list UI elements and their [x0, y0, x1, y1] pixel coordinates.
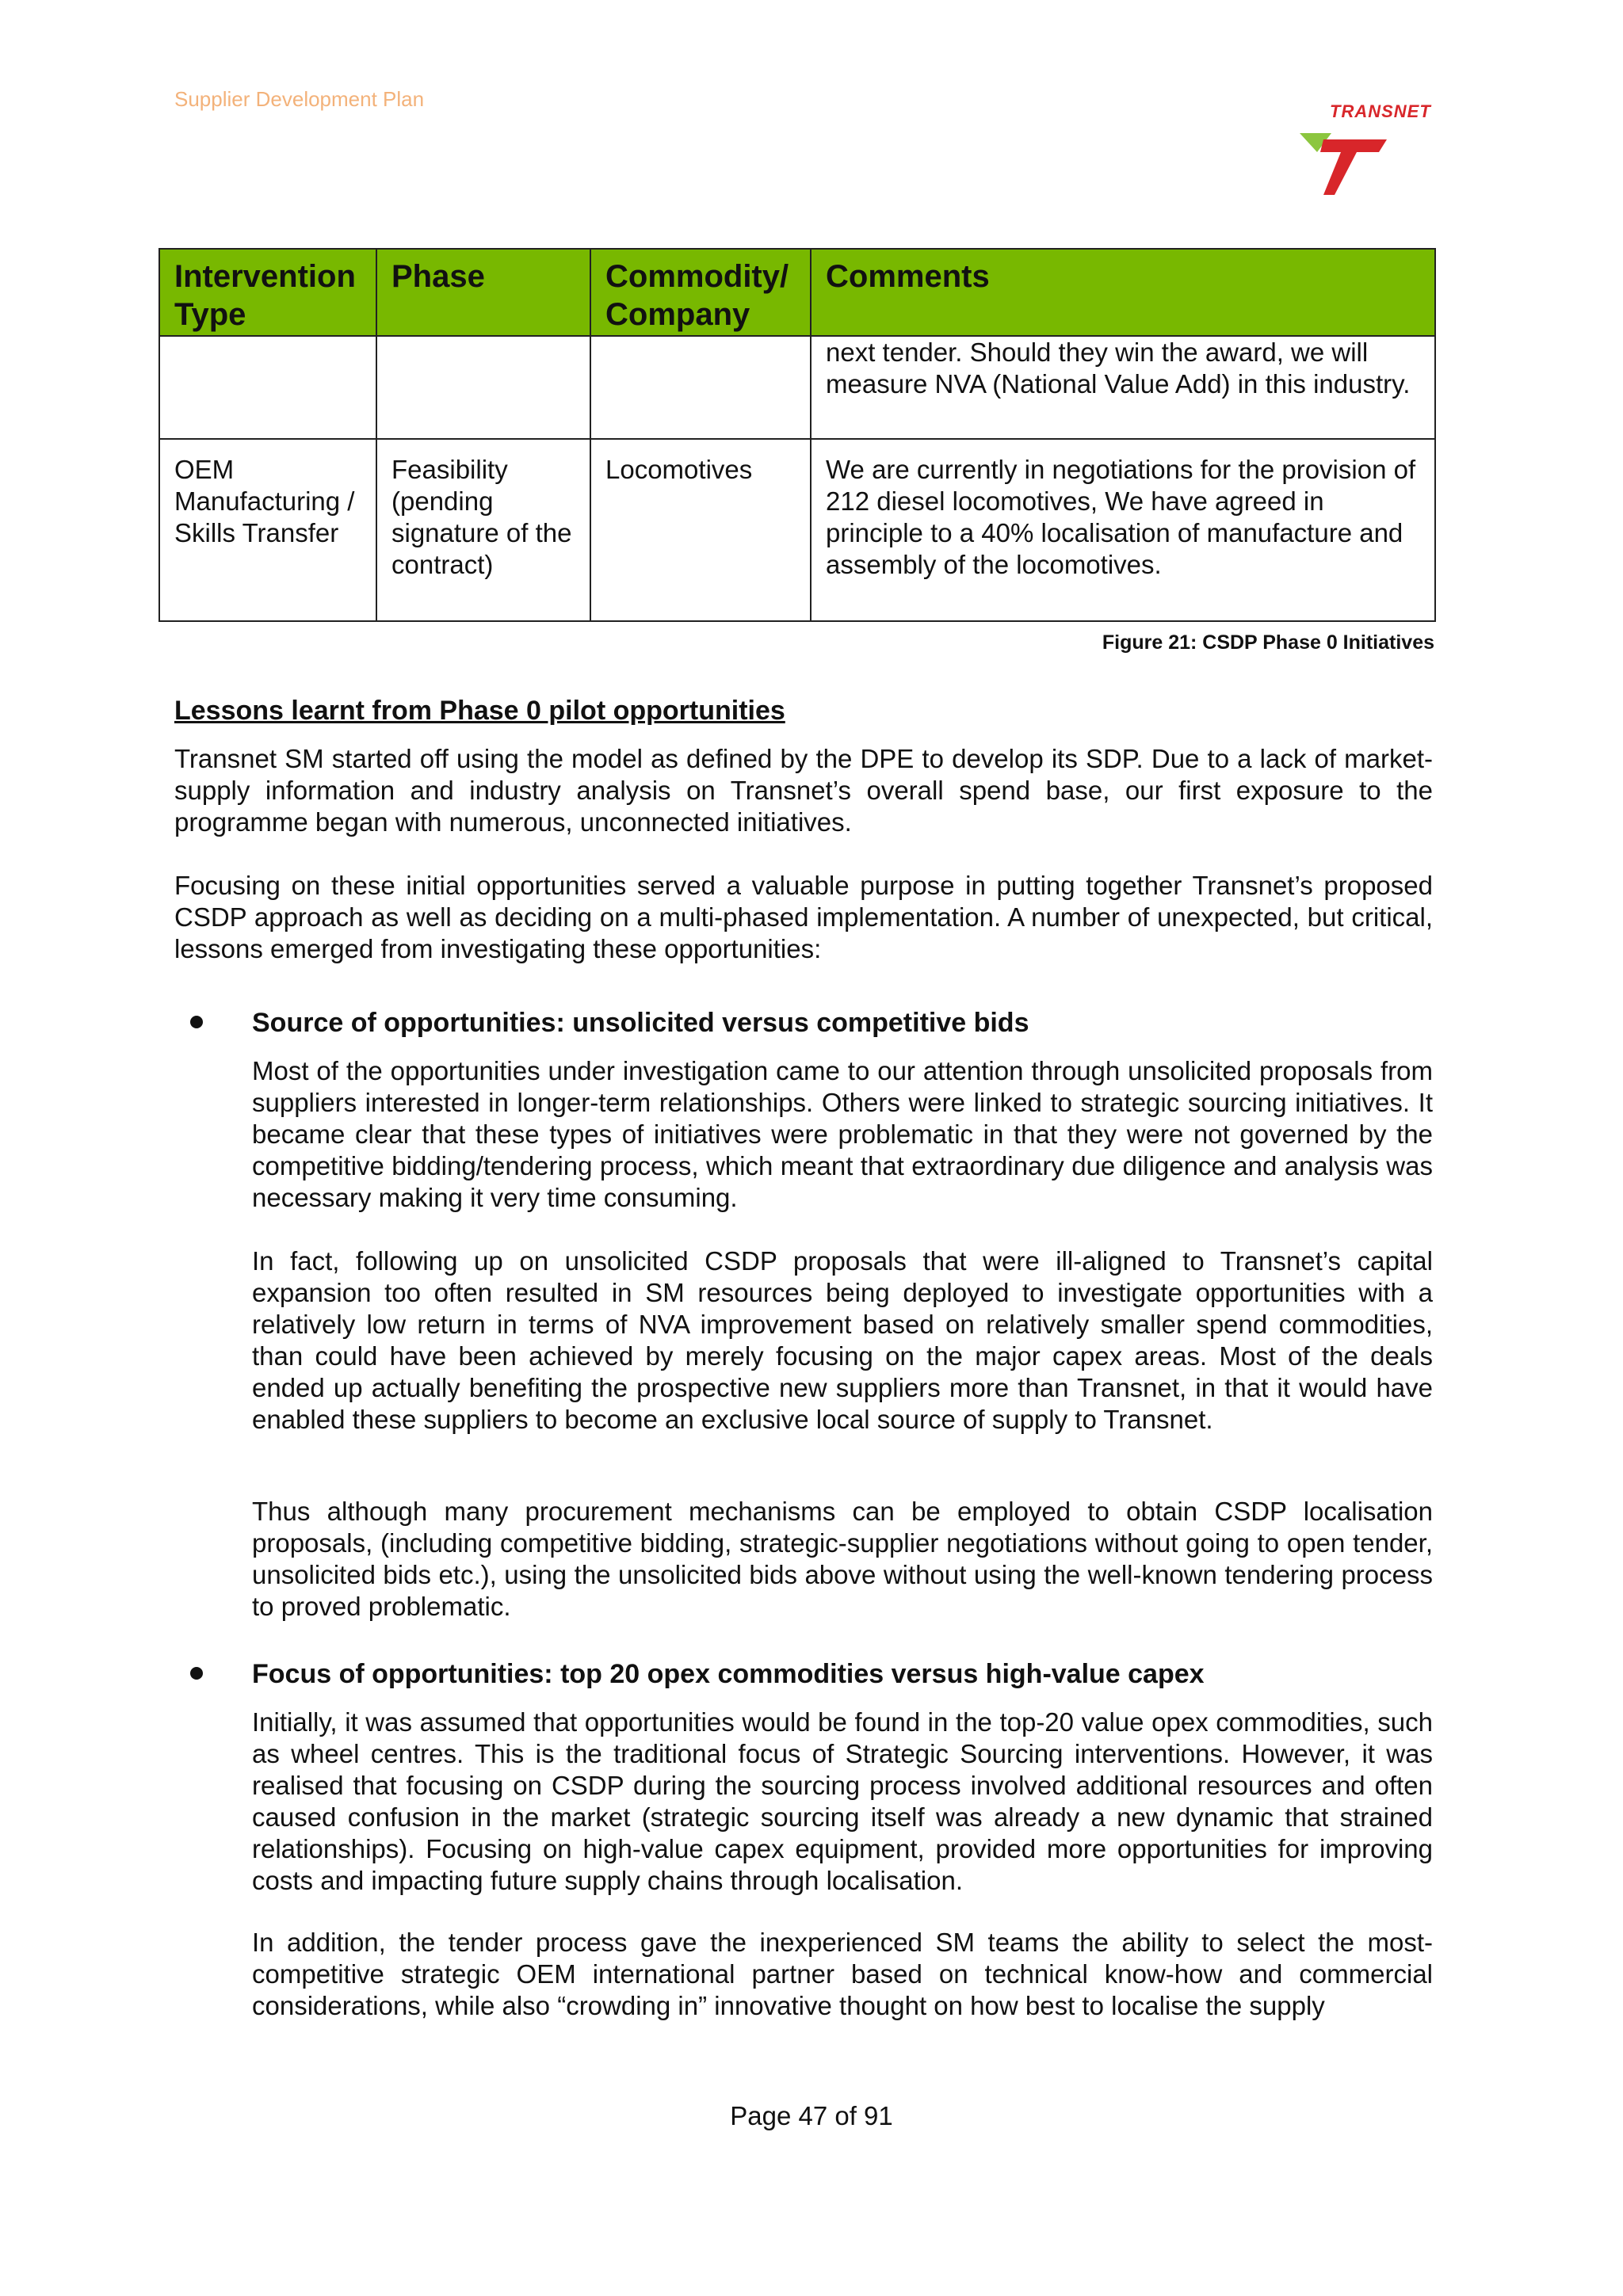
bullet-icon	[190, 1016, 203, 1028]
header-phase: Phase	[376, 249, 590, 336]
table-cell: Feasibility (pending signature of the contract)	[376, 439, 590, 621]
header-comments: Comments	[811, 249, 1435, 336]
bullet-paragraph: In addition, the tender process gave the inexperienced SM teams the ability to select the most-competitive strategic OEM international partner based on technical know-how and commercial considerations, while also “crowding in” innovative thought on how best to localise the supply	[252, 1928, 1433, 2020]
bullet-paragraph: Most of the opportunities under investigation came to our attention through unsolicited proposals from suppliers interested in longer-term relationships. Others were linked to strategic sourcing initiatives. It became clear that these types of initiatives were problematic in that they were not governed by the competitive bidding/tendering process, which meant that extraordinary due diligence and analysis was necessary making it very time consuming.	[252, 1056, 1433, 1212]
paragraph: Transnet SM started off using the model as defined by the DPE to develop its SDP. Due to a lack of market-supply information and industry analysis on Transnet’s overall spend base, our first exposure to the programme began with numerous, unconnected initiatives.	[174, 744, 1433, 837]
logo-icon	[1300, 133, 1395, 204]
page-number: Page 47 of 91	[730, 2101, 893, 2130]
document-header-title: Supplier Development Plan	[174, 87, 425, 111]
table-cell: next tender. Should they win the award, we will measure NVA (National Value Add) in this industry.	[811, 336, 1435, 439]
section-heading: Lessons learnt from Phase 0 pilot opportunities	[174, 696, 785, 726]
table-cell	[376, 336, 590, 439]
bullet-title: Source of opportunities: unsolicited versus competitive bids	[252, 1008, 1029, 1038]
bullet-title: Focus of opportunities: top 20 opex commodities versus high-value capex	[252, 1659, 1205, 1689]
bullet-paragraph: Initially, it was assumed that opportunities would be found in the top-20 value opex commodities, such as wheel centres. This is the traditional focus of Strategic Sourcing interventions. However, it was realised that focusing on CSDP during the sourcing process involved additional resources and often caused confusion in the market (strategic sourcing itself was already a new dynamic that strained relationships). Focusing on high-value capex equipment, provided more opportunities for improving costs and impacting future supply chains through localisation.	[252, 1707, 1433, 1895]
table-cell: OEM Manufacturing / Skills Transfer	[159, 439, 376, 621]
bullet-icon	[190, 1667, 203, 1680]
table-cell: We are currently in negotiations for the provision of 212 diesel locomotives, We have agreed in principle to a 40% localisation of manufacture and assembly of the locomotives.	[811, 439, 1435, 621]
table-row	[159, 336, 1435, 439]
header-intervention-type: Intervention Type	[159, 249, 376, 336]
table-cell	[590, 336, 811, 439]
paragraph: Focusing on these initial opportunities served a valuable purpose in putting together Transnet’s proposed CSDP approach as well as deciding on a multi-phased implementation. A number of unexpected, but critical, lessons emerged from investigating these opportunities:	[174, 871, 1433, 963]
transnet-logo	[1300, 101, 1438, 208]
table-cell	[159, 336, 376, 439]
table-cell: Locomotives	[590, 439, 811, 621]
initiatives-table	[158, 248, 1436, 622]
figure-caption: Figure 21: CSDP Phase 0 Initiatives	[1102, 631, 1434, 654]
table-row	[159, 439, 1435, 621]
bullet-paragraph: In fact, following up on unsolicited CSDP proposals that were ill-aligned to Transnet’s capital expansion too often resulted in SM resources being deployed to investigate opportunities with a relatively low return in terms of NVA improvement based on relatively smaller spend commodities, than could have been achieved by merely focusing on the major capex areas. Most of the deals ended up actually benefiting the prospective new suppliers more than Transnet, in that it would have enabled these suppliers to become an exclusive local source of supply to Transnet.	[252, 1246, 1433, 1434]
table-header-row	[159, 249, 1435, 336]
logo-wordmark: TRANSNET	[1330, 101, 1431, 121]
header-commodity-company: Commodity/ Company	[590, 249, 811, 336]
bullet-paragraph: Thus although many procurement mechanisms can be employed to obtain CSDP localisation proposals, (including competitive bidding, strategic-supplier negotiations without going to open tender, unsolicited bids etc.), using the unsolicited bids above without using the well-known tendering process to proved problematic.	[252, 1497, 1433, 1621]
